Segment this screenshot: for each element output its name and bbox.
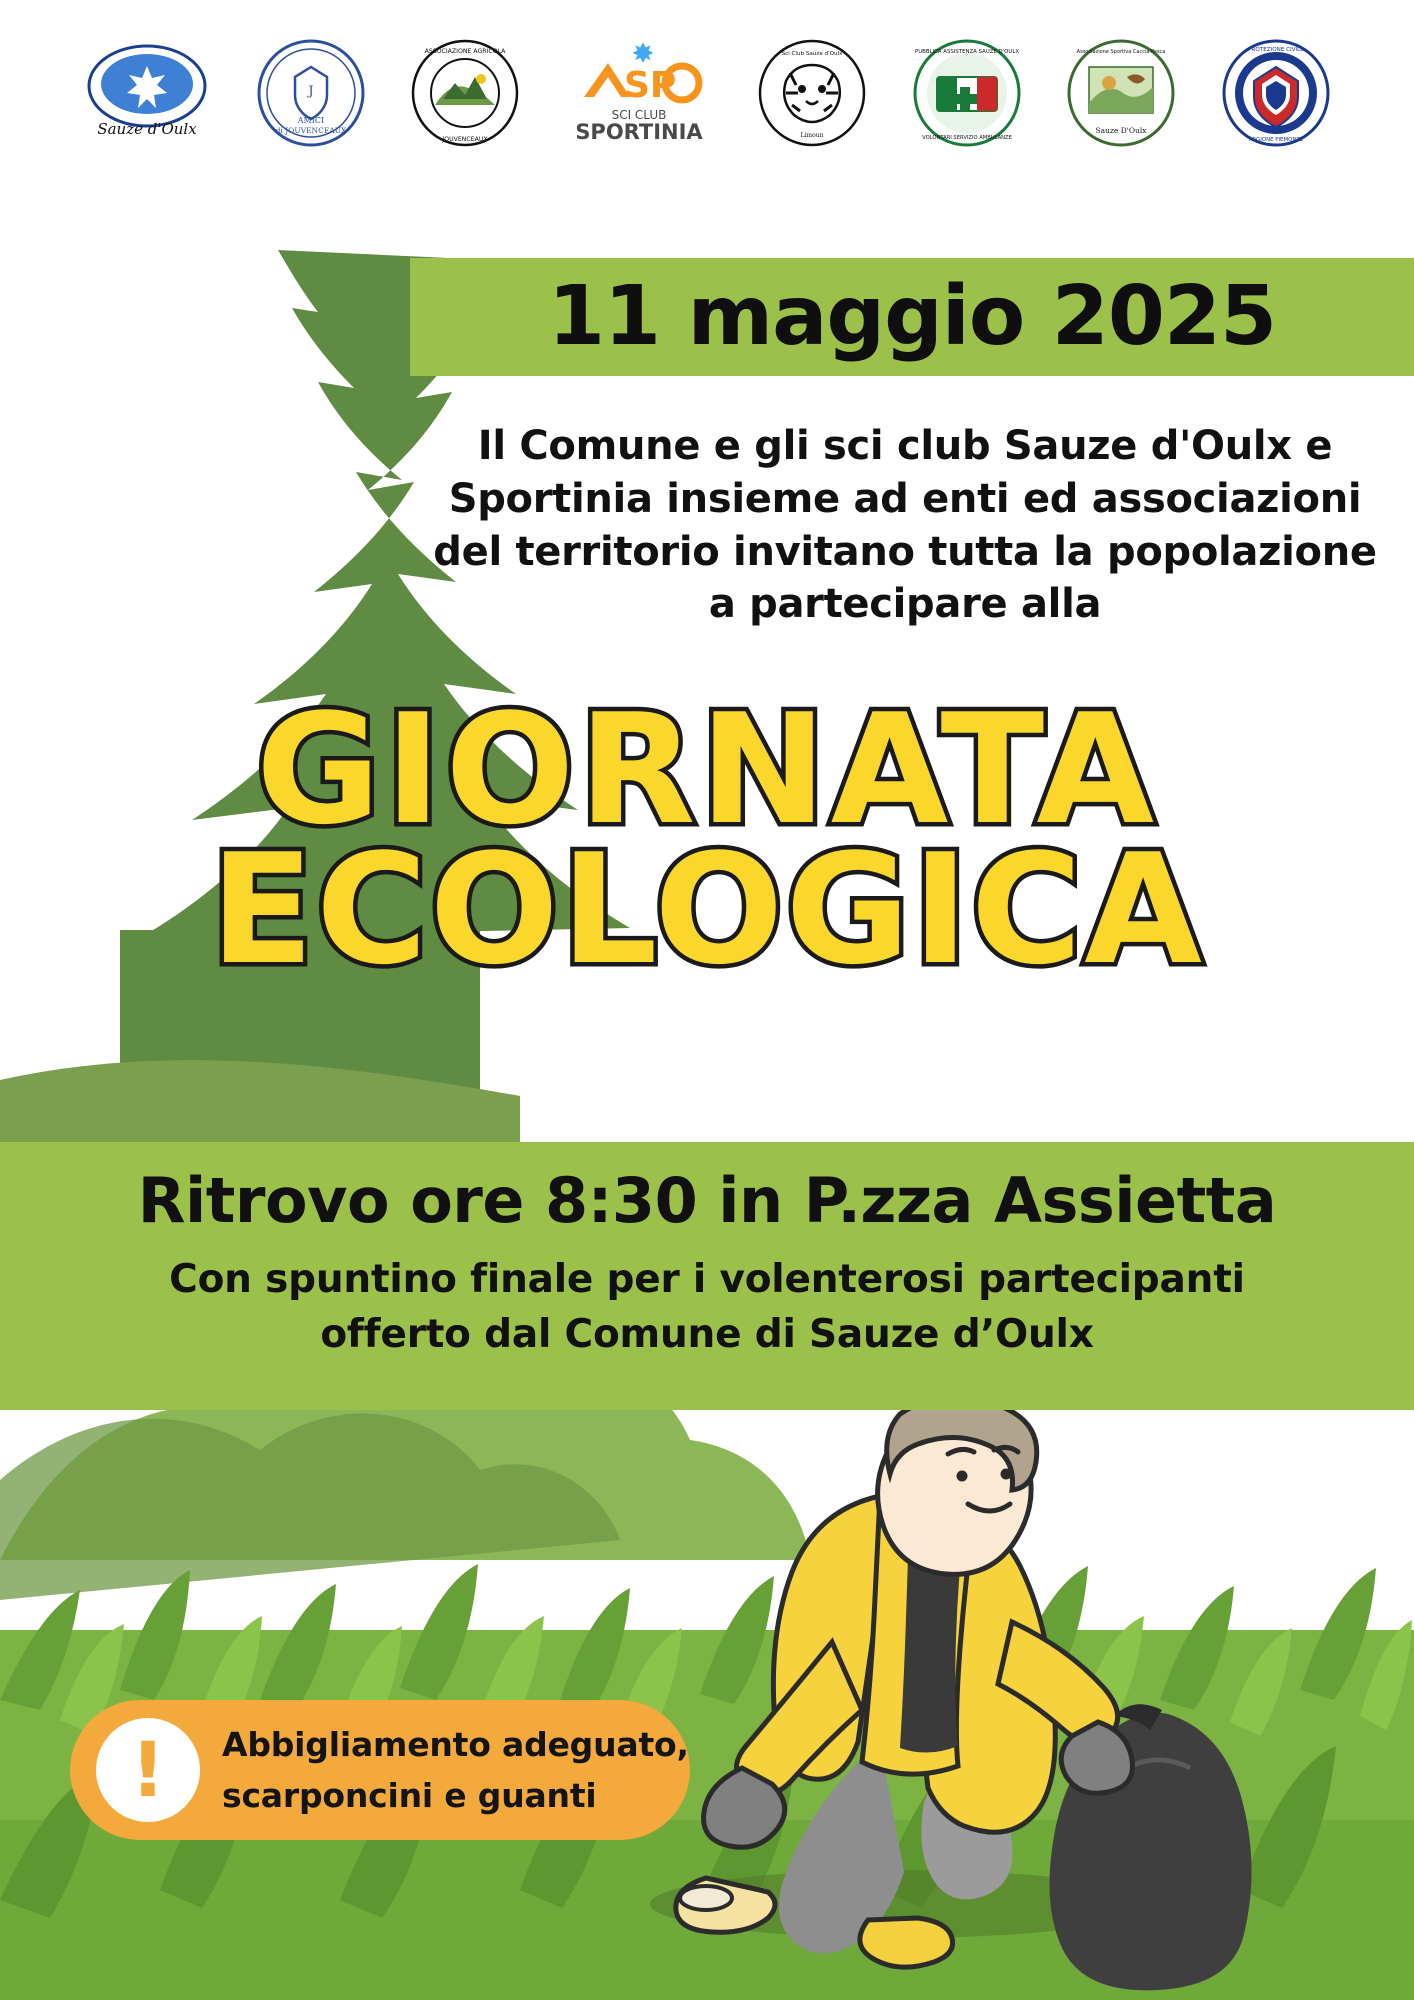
svg-text:VOLONTARI SERVIZIO AMBULANZE: VOLONTARI SERVIZIO AMBULANZE: [921, 134, 1012, 141]
sci-club-sportinia-logo: [564, 41, 714, 145]
meeting-point-text: Ritrovo ore 8:30 in P.zza Assietta: [137, 1164, 1277, 1237]
svg-text:Associazione Sportiva Caccia P: Associazione Sportiva Caccia Pesca: [1076, 48, 1166, 55]
svg-text:Sci Club Sauze d'Oulx: Sci Club Sauze d'Oulx: [781, 50, 843, 57]
svg-text:AMICI: AMICI: [297, 115, 325, 125]
svg-text:SPORTINIA: SPORTINIA: [575, 119, 703, 144]
sponsor-logo-bar: [0, 30, 1414, 155]
snack-note: [0, 1253, 1414, 1362]
snack-note-line-2: offerto dal Comune di Sauze d’Oulx: [320, 1311, 1094, 1357]
clothing-note-line-1: Abbigliamento adeguato,: [222, 1724, 689, 1764]
event-date: 11 maggio 2025: [547, 269, 1277, 364]
clothing-note-text: [222, 1719, 689, 1821]
pubblica-assistenza-sauze-doulx-logo: [911, 37, 1023, 149]
sci-club-sauze-doulx-tiger-logo: [756, 37, 868, 149]
amici-di-jouvenceaux-logo: [255, 37, 367, 149]
volunteer-head: [878, 1397, 1037, 1575]
volunteer-illustration: [0, 1392, 1414, 2000]
svg-text:PUBBLICA ASSISTENZA SAUZE D'OU: PUBBLICA ASSISTENZA SAUZE D'OULX: [914, 48, 1019, 55]
litter-icon: [680, 1886, 732, 1910]
svg-text:Sauze D'Oulx: Sauze D'Oulx: [1095, 125, 1147, 135]
intro-paragraph: Il Comune e gli sci club Sauze d'Oulx e Sportinia insieme ad enti ed associazioni del territorio invitano tutta la popolazione a partecipare alla: [433, 423, 1377, 628]
svg-text:SCI CLUB: SCI CLUB: [611, 107, 667, 122]
clothing-note-line-2: scarponcini e guanti: [222, 1776, 597, 1815]
svg-text:J: J: [308, 83, 314, 99]
svg-text:ASSOCIAZIONE AGRICOLA: ASSOCIAZIONE AGRICOLA: [424, 47, 506, 55]
svg-text:JOUVENCEAUX: JOUVENCEAUX: [442, 135, 488, 143]
comune-sauze-doulx-logo: [82, 38, 212, 148]
date-banner: [410, 258, 1414, 376]
svg-text:SP: SP: [623, 64, 677, 106]
exclamation-icon: !: [96, 1718, 200, 1822]
svg-text:PROTEZIONE CIVILE: PROTEZIONE CIVILE: [1247, 46, 1304, 53]
meeting-info-banner: [0, 1142, 1414, 1410]
associazione-agricola-sauze-doulx-jouvenceaux-logo: [409, 37, 521, 149]
snack-note-line-1: Con spuntino finale per i volenterosi partecipanti: [169, 1257, 1245, 1302]
event-title-line-2: ECOLOGICA: [210, 820, 1204, 998]
associazione-sportiva-caccia-pesca-logo: [1065, 37, 1177, 149]
event-title: [0, 681, 1414, 998]
svg-text:di JOUVENCEAUX: di JOUVENCEAUX: [275, 125, 347, 135]
event-title-line-1: GIORNATA: [255, 681, 1159, 858]
svg-text:REGIONE PIEMONTE: REGIONE PIEMONTE: [1248, 136, 1303, 143]
svg-text:Sauze d'Oulx: Sauze d'Oulx: [97, 119, 198, 138]
protezione-civile-regione-piemonte-logo: [1220, 37, 1332, 149]
clothing-note: [70, 1700, 690, 1840]
svg-text:Limoun: Limoun: [800, 131, 824, 139]
